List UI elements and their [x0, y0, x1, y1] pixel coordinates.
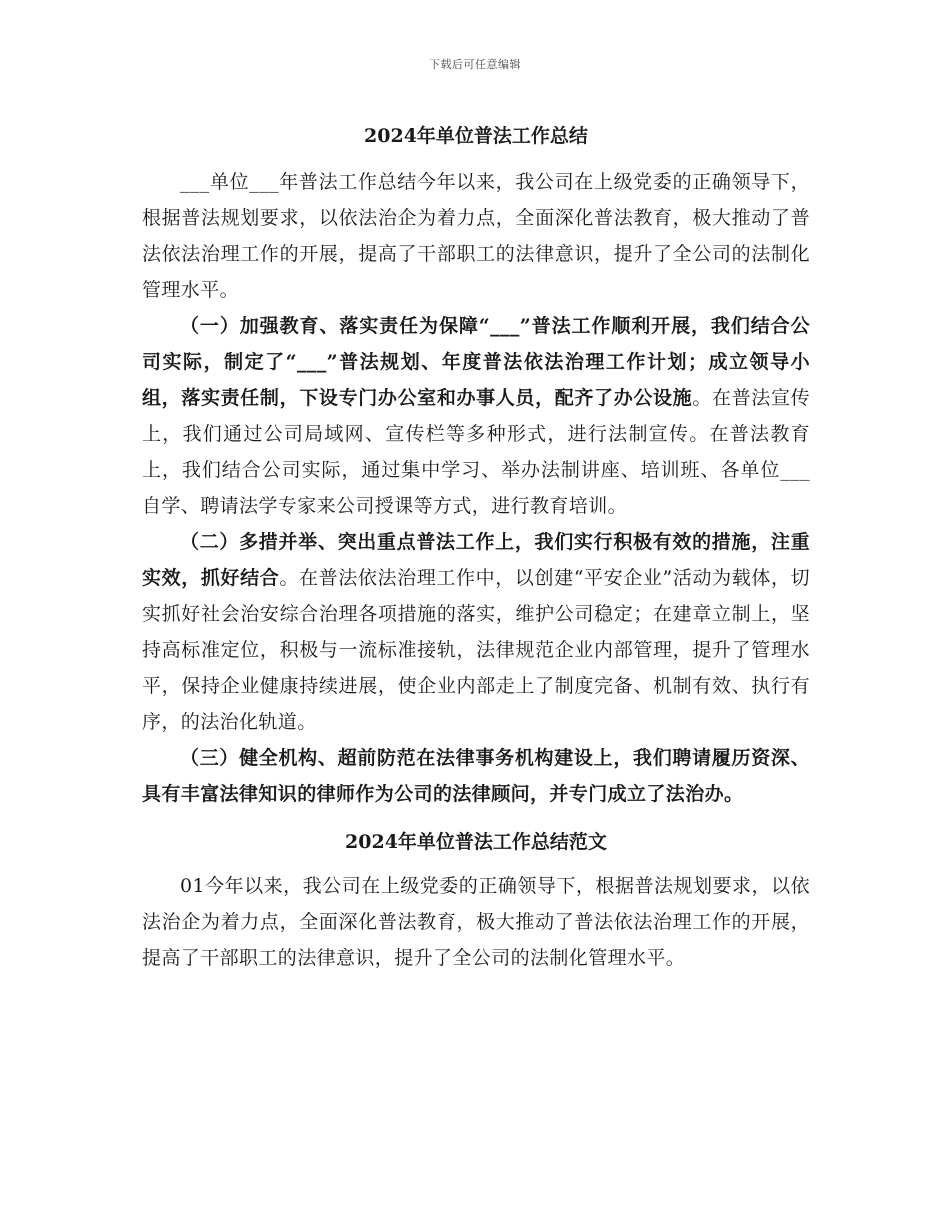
document-title: 2024年单位普法工作总结 [364, 125, 588, 147]
paragraph-section-1 [142, 308, 810, 524]
paragraph-intro: ___单位___年普法工作总结今年以来，我公司在上级党委的正确领导下，根据普法规划要求，以依法治企为着力点，全面深化普法教育，极大推动了普法依法治理工作的开展，提高了干部职工的法律意识，提升了全公司的法制化管理水平。 [142, 171, 810, 301]
header-note: 下载后可任意编辑 [429, 58, 521, 71]
section-1-text: 。在普法宣传上，我们通过公司局域网、宣传栏等多种形式，进行法制宣传。在普法教育上，我们结合公司实际，通过集中学习、举办法制讲座、培训班、各单位___自学、聘请法学专家来公司授课等方式，进行教育培训。 [142, 387, 810, 517]
document-body [142, 118, 810, 976]
paragraph-section-3 [142, 740, 810, 812]
section-1-heading: （一）加强教育、落实责任为保障“___”普法工作顺利开展，我们结合公司实际，制定了“___”普法规划、年度普法依法治理工作计划；成立领导小组，落实责任制，下设专门办公室和办事人员，配齐了办公设施 [142, 315, 810, 409]
document-subtitle: 2024年单位普法工作总结范文 [345, 831, 607, 853]
section-2-text: 。在普法依法治理工作中，以创建“平安企业”活动为载体，切实抓好社会治安综合治理各项措施的落实，维护公司稳定；在建章立制上，坚持高标准定位，积极与一流标准接轨，法律规范企业内部管理，提升了管理水平，保持企业健康持续进展，使企业内部走上了制度完备、机制有效、执行有序，的法治化轨道。 [142, 567, 810, 733]
section-3-heading: （三）健全机构、超前防范在法律事务机构建设上，我们聘请履历资深、具有丰富法律知识的律师作为公司的法律顾问，并专门成立了法治办。 [142, 747, 810, 805]
section-2-heading: （二）多措并举、突出重点普法工作上，我们实行积极有效的措施，注重实效，抓好结合 [142, 531, 810, 589]
paragraph-sample: 01今年以来，我公司在上级党委的正确领导下，根据普法规划要求，以依法治企为着力点，全面深化普法教育，极大推动了普法依法治理工作的开展，提高了干部职工的法律意识，提升了全公司的法制化管理水平。 [142, 875, 810, 969]
paragraph-section-2 [142, 524, 810, 740]
